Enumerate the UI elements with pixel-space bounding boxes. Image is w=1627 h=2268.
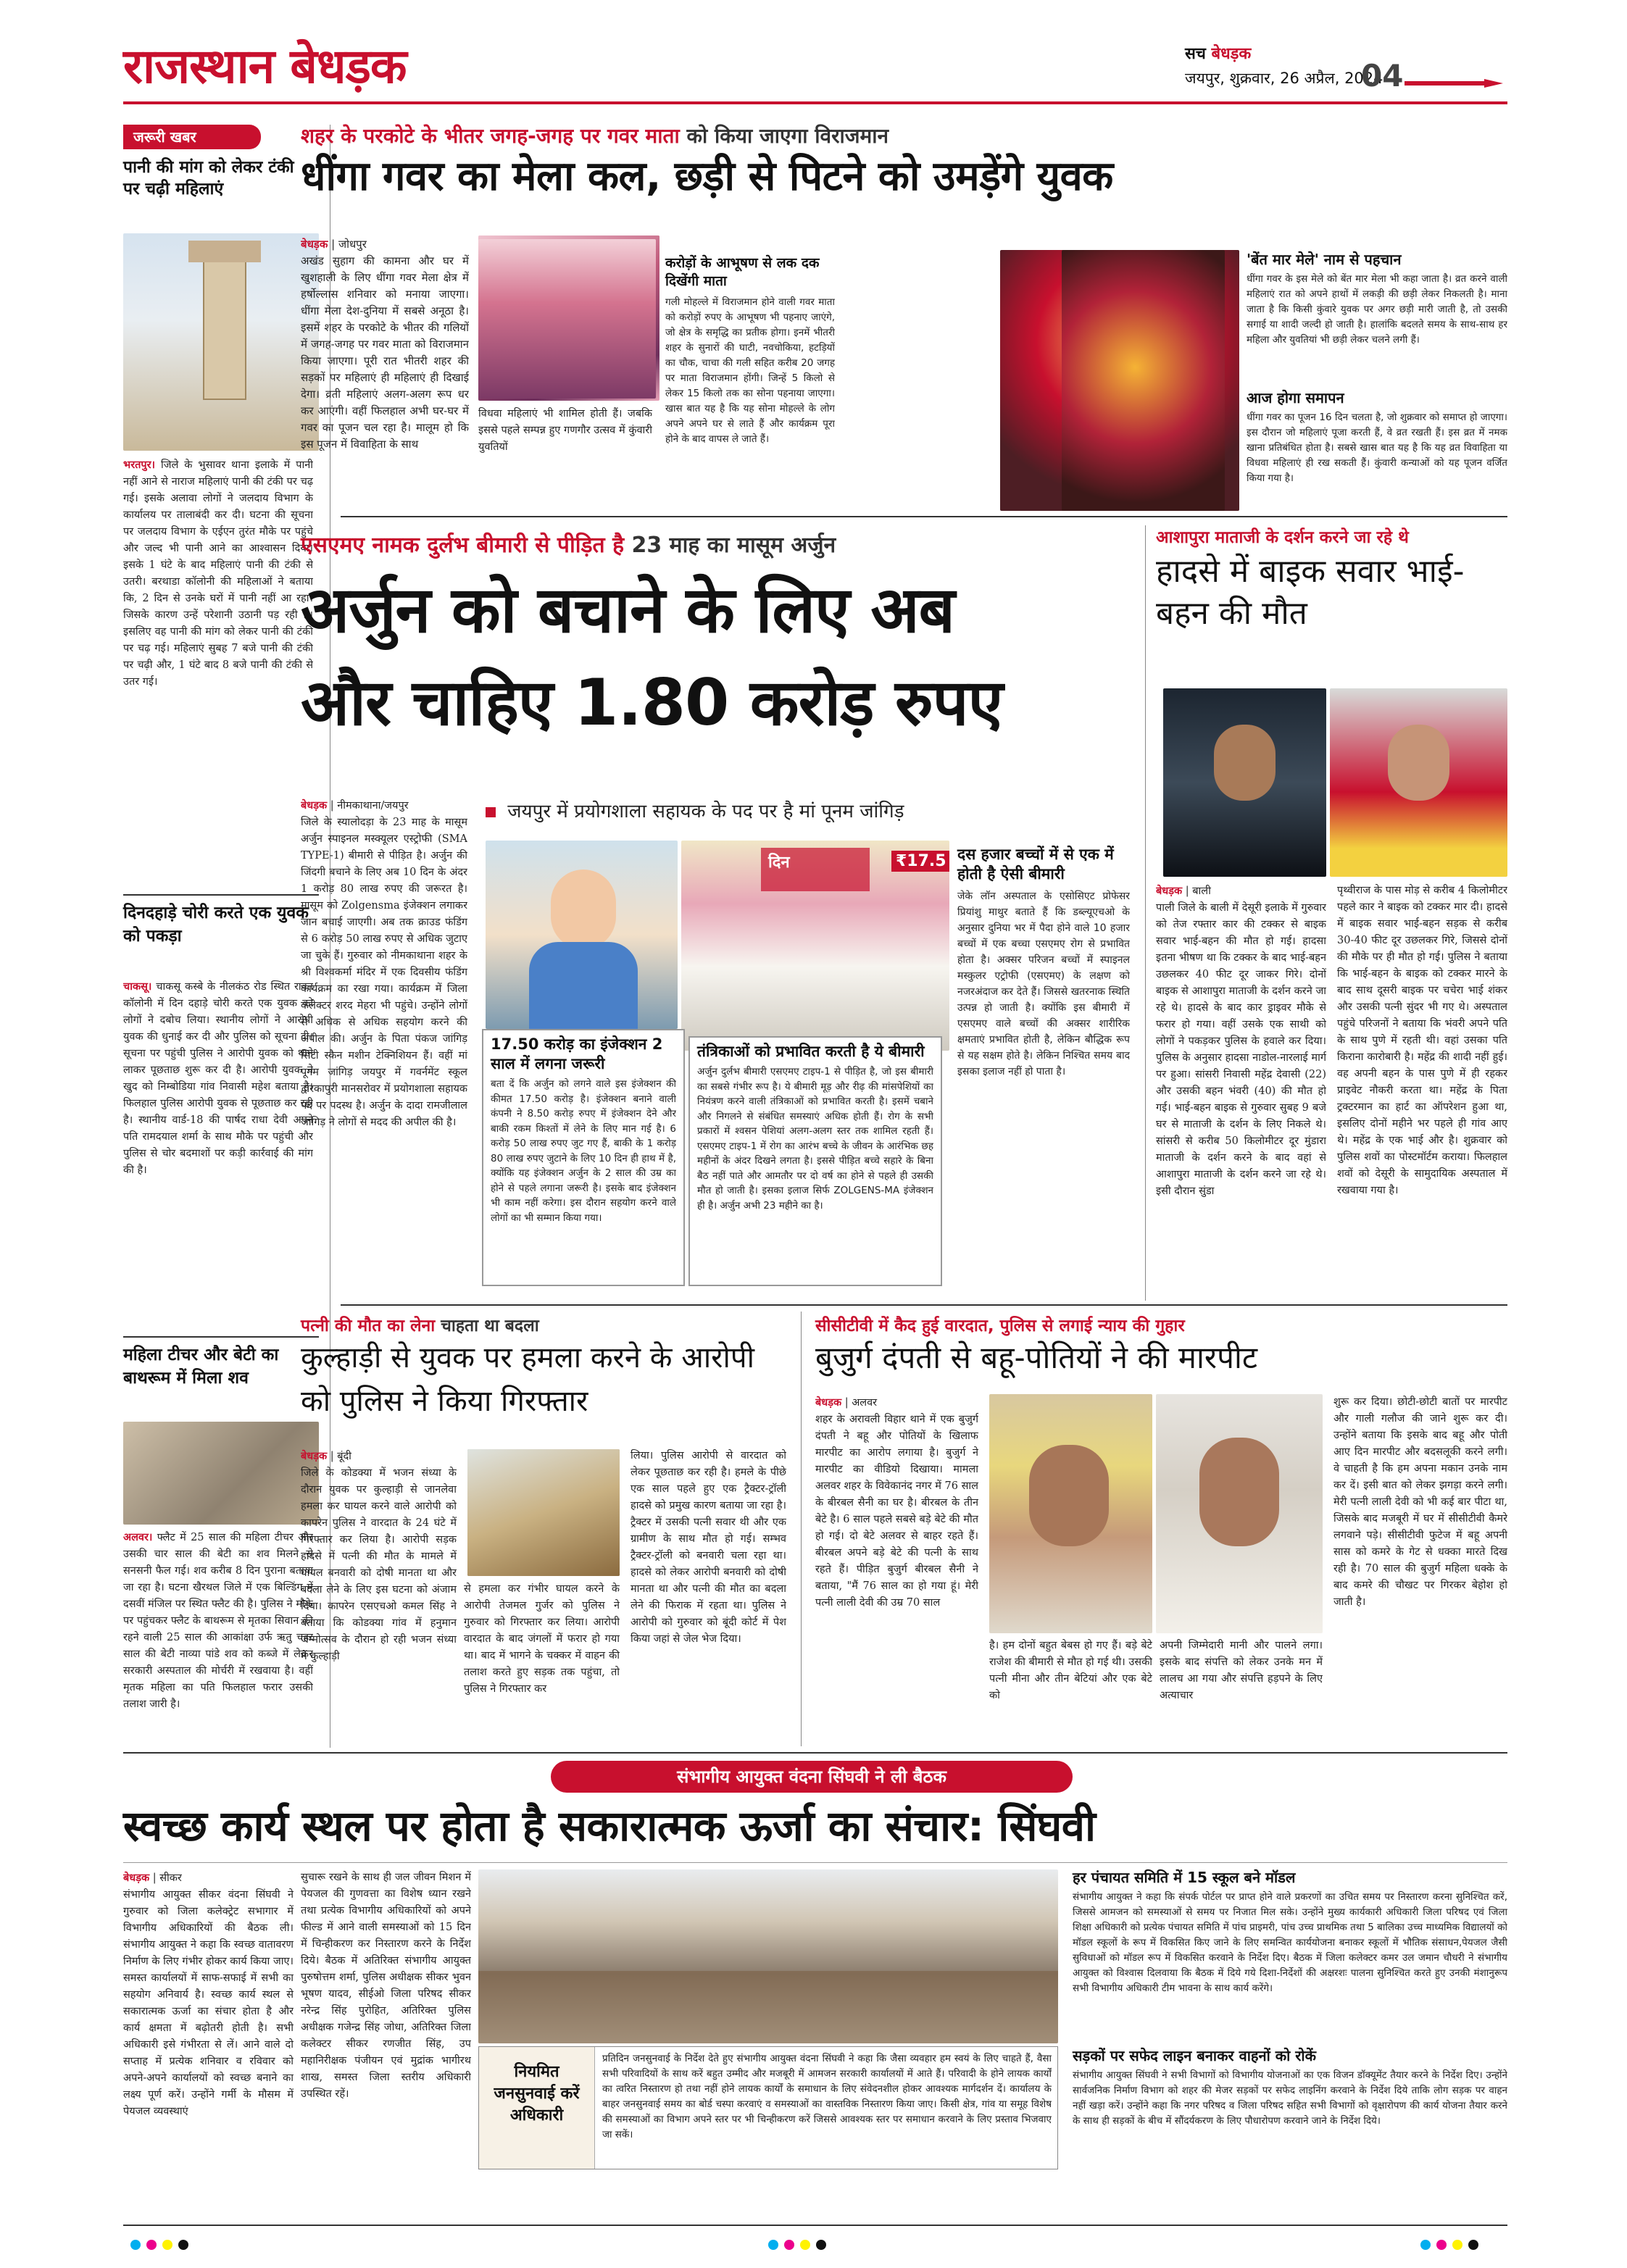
masthead (123, 36, 1507, 109)
arjun-subhead (486, 797, 904, 823)
arjun-dateline: बेधड़क (301, 799, 328, 812)
arjun-box3 (953, 841, 1134, 1283)
gavar-box-body: गली मोहल्ले में विराजमान होने वाली गवर माता को करोड़ों रुपए के आभूषण भी पहनाए जाएंगे, जो क्षेत्र के समृद्धि का प्रतीक होगा। इनमें भीतरी शहर के सुनारों की घाटी, नवचोकिया, हटड़ियों का चौक, चाचा की गली सहित करीब 20 जगह पर माता विराजमान होंगी। जिन्हें 5 किलो से लेकर 15 किलो तक का सोना पहनाया जाएगा। खास बात यह है कि यह सोना मोहल्ले के लोग अपने अपने घर से लाते हैं और कार्यक्रम पूरा होने के बाद वापस ले जाते हैं। (665, 296, 835, 445)
accident-brother-photo (1163, 688, 1326, 877)
cctv-kicker: सीसीटीवी में कैद हुई वारदात, पुलिस से लगाई न्याय की गुहार (815, 1317, 1185, 1335)
sidebar-story3-text: फ्लैट में 25 साल की महिला टीचर और उसकी चार साल की बेटी का शव मिलने से सनसनी फैल गई। शव करीब 8 दिन पुराना बताया जा रहा है। घटना खैरथल जिले में एक बिल्डिंग में दसवीं मंजिल पर स्थित फ्लैट की है। पुलिस ने मौके पर पहुंचकर फ्लैट के बाथरूम से मृतका सिवान की रहने वाली 25 साल की आकांक्षा उर्फ ऋतु चहर साल की बेटी नाव्या पांडे शव को कब्जे में लेकर सरकारी अस्पताल की मोर्चरी में रखवाया है। वहीं मृतक महिला का पति फिलहाल फरार उसकी तलाश जारी है। (123, 1532, 313, 1710)
gavar-side (1247, 250, 1507, 518)
accident-place: बाली (1192, 885, 1211, 897)
meeting-dateline: बेधड़क (123, 1872, 150, 1884)
gavar-idol-photo2 (1062, 250, 1225, 511)
arjun-box1-title: 17.50 करोड़ का इंजेक्शन 2 साल में लगना जरूरी (491, 1035, 663, 1072)
meeting-side-body2: संभागीय आयुक्त सिंघवी ने सभी विभागों को विभागीय योजनाओं का एक विजन डॉक्यूमेंट तैयार करने के निर्देश दिए। उन्होंने सार्वजनिक निर्माण विभाग को शहर की मेजर सड़कों पर सफेद लाइनिंग करवाने के निर्देश दिये ताकि लोग सड़क पर वाहन नहीं खड़ा करें। उन्होंने कहा कि नगर परिषद व जिला परिषद सहित सभी विभागों को वृक्षारोपण की कार्य योजना तैयार करने के साथ ही सड़कों के बीच में सौंदर्यकरण के लिए पौधारोपण करवाने जाने के निर्देश दिये। (1073, 2069, 1507, 2127)
registration-marks-right (1420, 2239, 1507, 2251)
sach-prefix: सच (1185, 45, 1206, 63)
arjun-event-photo (681, 841, 949, 1051)
cctv-cap2: अपनी जिम्मेदारी मानी और पालने लगा। इसके बाद संपत्ति को लेकर उनके मन में लालच आ गया और संपत्ति हड़पने के लिए अत्याचार (1160, 1640, 1323, 1701)
registration-marks-center (768, 2239, 855, 2251)
meeting-box-label-bg (479, 2047, 595, 2169)
arjun-box1-body: बता दें कि अर्जुन को लगने वाले इस इंजेक्शन की कीमत 17.50 करोड़ है। इंजेक्शन बनाने वाली कंपनी ने 8.50 करोड़ रुपए में इंजेक्शन देने और बाकी रकम किश्तों में लेने के लिए मान गई है। 6 करोड़ 50 लाख रुपए जुट गए हैं, बाकी के 1 करोड़ 80 लाख रुपए जुटाने के लिए 10 दिन ही हाथ में है, क्योंकि यह इंजेक्शन अर्जुन के 2 साल की उम्र का होने से पहले लगाना जरूरी है। इसके बाद इंजेक्शन भी काम नहीं करेगा। इस दौरान सहयोग करने वाले लोगों का भी सम्मान किया गया। (491, 1078, 676, 1224)
meeting-photo (478, 1869, 1058, 2043)
arjun-headline-2: और चाहिए 1.80 करोड़ रुपए (301, 665, 1003, 740)
sach-name: बेधड़क (1211, 45, 1252, 63)
sidebar-story2-dateline: चाकसू। (123, 980, 152, 993)
attack-place: बूंदी (337, 1451, 351, 1462)
accident-dateline: बेधड़क (1156, 885, 1183, 897)
gavar-place: जोधपुर (338, 238, 367, 251)
arjun-subhead-text: जयपुर में प्रयोगशाला सहायक के पद पर है मां पूनम जांगिड़ (507, 801, 904, 822)
attack-headline: कुल्हाड़ी से युवक पर हमला करने के आरोपी को पुलिस ने किया गिरफ्तार (301, 1341, 754, 1418)
footer-rule (123, 2225, 1507, 2226)
attack-col2: से हमला कर गंभीर घायल करने के आरोपी तेजमल गुर्जर को पुलिस ने गुरुवार को गिरफ्तार कर लिया। आरोपी वारदात के बाद जंगलों में फरार हो गया था। बाद में भागने के चक्कर में वाहन की तलाश करते हुए सड़क तक पहुंचा, तो पुलिस ने गिरफ्तार कर (464, 1583, 620, 1695)
water-tank-photo (123, 233, 319, 451)
cctv-story (815, 1310, 1511, 1745)
meeting-col2: सुचारू रखने के साथ ही जल जीवन मिशन में पेयजल की गुणवत्ता का विशेष ध्यान रखने तथा प्रत्येक विभागीय अधिकारियों को अपने फील्ड में आने वाली समस्याओं को 15 दिन में चिन्हीकरण कर निस्तारण करने के निर्देश दिये। बैठक में अतिरिक्त संभागीय आयुक्त पुरुषोत्तम शर्मा, पुलिस अधीक्षक सीकर भुवन भूषण यादव, सीईओ जिला परिषद सीकर नरेन्द्र सिंह पुरोहित, अतिरिक्त पुलिस अधीक्षक गजेन्द्र सिंह जोधा, अतिरिक्त जिला कलेक्टर सीकर रणजीत सिंह, उप महानिरीक्षक पंजीयन एवं मुद्रांक भागीरथ शाख, समस्त जिला स्तरीय अधिकारी उपस्थित रहें। (301, 1872, 471, 2100)
arjun-box3-body: जेके लॉन अस्पताल के एसोसिएट प्रोफेसर प्रियांशु माथुर बताते हैं कि डब्ल्यूएचओ के अनुसार दुनिया भर में पैदा होने वाले 10 हजार बच्चों में एक बच्चा एसएमए रोग से प्रभावित होता है। अक्सर परिजन बच्चों में स्पाइनल मस्कुलर एट्रोफी (एसएमए) के लक्षण को नजरअंदाज कर देते हैं। जिससे खतरनाक स्थिति उत्पन्न हो जाती है। क्योंकि इस बीमारी में एसएमए वाले बच्चों की अक्सर शारीरिक क्षमताएं प्रभावित होती है, लेकिन बौद्धिक रूप से यह सक्षम होते है। लेकिन निश्चित समय बाद इसका इलाज नहीं हो पाता है। (957, 891, 1130, 1077)
meeting-banner (551, 1761, 1073, 1793)
arjun-body: बेधड़क | नीमकाथाना/जयपुर जिले के स्यालोदड़ा के 23 माह के मासूम अर्जुन स्पाइनल मस्क्यूलर एस्ट्रोफी (SMA TYPE-1) बीमारी से पीड़ित है। अर्जुन की जिंदगी बचाने के लिए अब 10 दिन के अंदर 1 करोड़ 80 लाख रुपए की जरूरत है। मासूम को Zolgensma इंजेक्शन लगाकर जान बचाई जाएगी। अब तक क्राउड फंडिंग से 6 करोड़ 50 लाख रुपए से अधिक जुटाए जा चुके हैं। गुरुवार को नीमकाथाना शहर के श्री विश्वकर्मा मंदिर में एक दिवसीय फंडिंग कार्यक्रम का रखा गया। कार्यक्रम में जिला कलेक्टर शरद मेहरा भी पहुंचे। उन्होंने लोगों से अधिक से अधिक सहयोग करने की अपील की। अर्जुन के पिता पंकज जांगिड़ सिटी स्कैन मशीन टेक्निशियन हैं। वहीं मां पूनम जांगिड़ जयपुर में गवर्नमेंट स्कूल द्वारकापुरी मानसरोवर में प्रयोगशाला सहायक पद पर पदस्थ है। अर्जुन के दादा रामजीलाल जांगिड़ ने लोगों से मदद की अपील की है। (301, 799, 467, 1128)
gavar-group-photo-2 (478, 239, 656, 399)
banner-text-2: ₹17.5 (891, 851, 949, 872)
sidebar-story2-title: दिनदहाड़े चोरी करते एक युवक को पकड़ा (123, 904, 309, 946)
cctv-man-photo (1156, 1394, 1323, 1633)
accident-headline: हादसे में बाइक सवार भाई-बहन की मौत (1156, 553, 1465, 632)
arjun-headline-1: अर्जुन को बचाने के लिए अब (301, 572, 954, 647)
brand-logo: राजस्थान बेधड़क (123, 38, 407, 94)
attack-kicker (301, 1313, 539, 1336)
accident-col1: बेधड़क | बाली पाली जिले के बाली में देसूरी इलाके में गुरुवार को तेज रफ्तार कार की टक्कर से बाइक सवार भाई-बहन की मौत हो गई। हादसा इतना भीषण था कि टक्कर के बाद भाई-बहन उछलकर 40 फीट दूर जाकर गिरे। दोनों बाइक से आशापुरा माताजी के दर्शन करने जा रहे थे। हादसे के बाद कार ड्राइवर मौके से फरार हो गया। वहीं उसके एक साथी को लोगों ने पकड़कर पुलिस के हवाले कर दिया। पुलिस के अनुसार हादसा नाडोल-नारलाई मार्ग पर हुआ। सांसरी निवासी महेंद्र देवासी (22) और उसकी बहन भंवरी (40) की मौत हो गई। भाई-बहन बाइक से गुरुवार सुबह 9 बजे घर से माताजी के दर्शन के लिए निकले थे। सांसरी से करीब 50 किलोमीटर दूर मुंडारा माताजी के दर्शन करने के बाद वहां से आशापुरा माताजी के दर्शन करने जा रहे थे। इसी दौरान सुंडा (1156, 885, 1326, 1197)
gavar-box (659, 250, 841, 518)
registration-marks-left (130, 2239, 217, 2251)
cctv-headline: बुजुर्ग दंपती से बहू-पोतियों ने की मारपीट (815, 1340, 1258, 1375)
sidebar-story3-title: महिला टीचर और बेटी का बाथरूम में मिला शव (123, 1346, 279, 1388)
gavar-side-body2: धींगा गवर का पूजन 16 दिन चलता है, जो शुक्रवार को समाप्त हो जाएगा। इस दौरान जो महिलाएं पूजा करती हैं, वे व्रत रखती हैं। इस व्रत में नमक खाना प्रतिबंधित होता है। सबसे खास बात यह है कि यह व्रत विवाहिता या विधवा महिलाएं ही रख सकती हैं। कुंवारी कन्याओं को यह पूजन वर्जित किया गया है। (1247, 412, 1507, 484)
cctv-col1: बेधड़क | अलवर शहर के अरावली विहार थाने में एक बुजुर्ग दंपती ने बहू और पोतियों के खिलाफ मारपीट का आरोप लगाया है। बुजुर्ग ने मारपीट का वीडियो दिखाया। मामला अलवर शहर के विवेकानंद नगर में 76 साल के बीरबल सैनी का घर है। बीरबल के तीन बेटे है। 6 साल पहले सबसे बड़े बेटे की मौत हो गई। दो बेटे अलवर से बाहर रहते हैं। बीरबल अपने बड़े बेटे की पत्नी के साथ रहते हैं। पीड़ित बुजुर्ग बीरबल सैनी ने बताया, "मैं 76 साल का हो गया हूं। मेरी पत्नी लाली देवी की उम्र 70 साल (815, 1396, 978, 1609)
gavar-col2: विधवा महिलाएं भी शामिल होती हैं। जबकि इससे पहले सम्पन्न हुए गणगौर उत्सव में कुंवारी युवतियों (478, 408, 652, 453)
meeting-box-body: प्रतिदिन जनसुनवाई के निर्देश देते हुए संभागीय आयुक्त वंदना सिंघवी ने कहा कि जैसा व्यवहार हम स्वयं के लिए चाहते हैं, वैसा सभी परिवादियों के साथ करें बहुत उम्मीद और मजबूरी में आमजन सरकारी कार्यालयों में आते हैं। परिवादी के होने लायक कार्यों का त्वरित निस्तारण हो तथा नहीं होने लायक कार्यों के समाधान के लिए संवेदनशील होकर आवश्यक मार्गदर्शन दें। कार्यालय के बाहर जनसुनवाई समय का बोर्ड चस्पा करवाएं व समस्याओं का वास्तविक निस्तारण किया जाए। किसी क्षेत्र, गांव या समूह विशेष की समस्याओं का विभाग अपने स्तर पर भी चिन्हीकरण करें जिससे आवश्यक स्तर पर समाधान करवाने के लिए प्रस्ताव भिजवाए जा सकें। (602, 2053, 1052, 2140)
pen-line-icon (1405, 77, 1503, 83)
accident-kicker: आशापुरा माताजी के दर्शन करने जा रहे थे (1156, 528, 1409, 547)
arjun-box2-body: अर्जुन दुर्लभ बीमारी एसएमए टाइप-1 से पीड़ित है, जो इस बीमारी का सबसे गंभीर रूप है। ये बीमारी मूड़ और रीढ़ की मांसपेशियों का नियंत्रण करने वाली तंत्रिकाओं को प्रभावित करती है। इसमें चबाने और निगलने से संबंधित समस्याएं अधिक होती हैं। रोग के सभी प्रकारों में श्वसन पेशियां अलग-अलग स्तर तक शामिल रहती हैं। एसएमए टाइप-1 में रोग का आरंभ बच्चे के जीवन के आरंभिक छह महीनों के अंदर दिखने लगता है। इससे पीड़ित बच्चे सहारे के बिना बैठ नहीं पाते और आमतौर पर दो वर्ष का होने से पहले ही उसकी मौत हो जाती है। इसका इलाज सिर्फ ZOLGENS-MA इंजेक्शन ही है। अर्जुन अभी 23 महीने का है। (697, 1066, 933, 1212)
cctv-cap1: है। हम दोनों बहुत बेबस हो गए हैं। बड़े बेटे राजेश की बीमारी से मौत हो गई थी। उसकी पत्नी मीना और तीन बेटियां और एक बेटे को (989, 1640, 1152, 1701)
meeting-box (478, 2046, 1058, 2169)
cctv-dateline: बेधड़क (815, 1396, 842, 1409)
gavar-col1-text: अखंड सुहाग की कामना और घर में खुशहाली के लिए धींगा गवर मेला क्षेत्र में हर्षोल्लास शनिवार को मनाया जाएगा। धींगा मेला देश-दुनिया में सबसे अनूठा है। इसमें शहर के परकोटे के भीतर की गलियों में जगह-जगह पर गवर माता को विराजमान किया जाएगा। पूरी रात भीतरी शहर की सड़कों पर महिलाएं ही महिलाएं ही दिखाई देगा। व्रती महिलाएं अलग-अलग रूप धर कर आएंगी। वहीं फिलहाल अभी घर-घर में गवर का पूजन चल रहा है। मालूम हो कि इस पूजन में विवाहिता के साथ (301, 254, 469, 451)
gavar-kicker-red: शहर के परकोटे के भीतर जगह-जगह पर गवर माता (301, 124, 680, 148)
sidebar-story2-body (123, 978, 313, 1333)
sidebar-story3-dateline: अलवर। (123, 1531, 153, 1543)
page-number: 04 (1361, 58, 1404, 93)
meeting-headline: स्वच्छ कार्य स्थल पर होता है सकारात्मक ऊर्जा का संचार: सिंघवी (123, 1801, 1096, 1851)
sidebar-label-text: जरूरी खबर (133, 128, 196, 146)
meeting-col1-text: संभागीय आयुक्त सीकर वंदना सिंघवी ने गुरुवार को जिला कलेक्ट्रेट सभागार में विभागीय अधिकारियों की बैठक ली। संभागीय आयुक्त ने कहा कि स्वच्छ वातावरण निर्माण के लिए गंभीर होकर कार्य किया जाए। समस्त कार्यालयों में साफ-सफाई में सभी का सहयोग अनिवार्य है। स्वच्छ कार्य स्थल से सकारात्मक ऊर्जा का संचार होता है और कार्य क्षमता में बढ़ोतरी होती है। सभी अधिकारी इसे गंभीरता से लें। आने वाले दो सप्ताह में प्रत्येक शनिवार व रविवार को अपने-अपने कार्यालयों को स्वच्छ बनाने का लक्ष्य पूर्ण करें। उन्होंने गर्मी के मौसम में पेयजल व्यवस्थाएं (123, 1889, 294, 2117)
gavar-side-body: धींगा गवर के इस मेले को बेंत मार मेला भी कहा जाता है। व्रत करने वाली महिलाएं रात को अपने हाथों में लकड़ी की छड़ी लेकर निकलती है। माना जाता है कि किसी कुंवारे युवक पर अगर छड़ी मारी जाती है, तो उसकी सगाई या शादी जल्दी हो जाती है। हालांकि बदलते समय के साथ-साथ हर महिला और युवतियां भी छड़ी लेकर चलने लगी हैं। (1247, 273, 1507, 346)
arjun-subhead-bullet (486, 807, 496, 817)
meeting-side-body: संभागीय आयुक्त ने कहा कि संपर्क पोर्टल पर प्राप्त होने वाले प्रकरणों का उचित समय पर निस्तारण करना सुनिश्चित करें, जिससे आमजन को समस्याओं से समय पर निजात मिल सके। उन्होंने मुख्य कार्यकारी अधिकारी जिला परिषद एवं जिला शिक्षा अधिकारी को प्रत्येक पंचायत समिति में पांच प्राइमरी, पांच उच्च प्राथमिक तथा 5 बालिका उच्च माध्यमिक विद्यालयों को मॉडल स्कूलों के रूप में विकसित किए जाने के लिए समन्वित कार्ययोजना बनाकर स्कूलों में भौतिक संसाधन,पेयजल जैसी सुविधाओं को मॉडल रूप में विकसित करवाने के निर्देश दिए। बैठक में जिला कलेक्टर कमर उल जमान चौधरी ने संभागीय आयुक्त को विश्वास दिलवाया कि बैठक में दिये गये दिशा-निर्देशों की अक्षरशः पालना सुनिश्चित करते हुए उनकी मंशानुरूप सभी विभागीय अधिकारी टीम भावना के साथ कार्य करेंगे। (1073, 1891, 1507, 1994)
attack-accused-photo (467, 1449, 620, 1576)
meeting-box-label: नियमित जनसुनवाई करें अधिकारी (494, 2063, 580, 2125)
accident-col1-text: पाली जिले के बाली में देसूरी इलाके में गुरुवार को तेज रफ्तार कार की टक्कर से बाइक सवार भाई-बहन की मौत हो गई। हादसा इतना भीषण था कि टक्कर के बाद भाई-बहन उछलकर 40 फीट दूर जाकर गिरे। दोनों बाइक से आशापुरा माताजी के दर्शन करने जा रहे थे। हादसे के बाद कार ड्राइवर मौके से फरार हो गया। वहीं उसके एक साथी को लोगों ने पकड़कर पुलिस के हवाले कर दिया। पुलिस के अनुसार हादसा नाडोल-नारलाई मार्ग पर हुआ। सांसरी निवासी महेंद्र देवासी (22) और उसकी बहन भंवरी (40) की मौत हो गई। भाई-बहन बाइक से गुरुवार सुबह 9 बजे घर से माताजी के दर्शन के लिए निकले थे। सांसरी से करीब 50 किलोमीटर दूर मुंडारा माताजी के दर्शन करने के बाद वहां से आशापुरा माताजी के दर्शन करने जा रहे थे। इसी दौरान सुंडा (1156, 902, 1326, 1197)
accident-col2: पृथ्वीराज के पास मोड़ से करीब 4 किलोमीटर पहले कार ने बाइक को टक्कर मार दी। हादसे में बाइक सवार भाई-बहन सड़क से करीब 30-40 फीट दूर उछलकर गिरे, जिससे दोनों की मौके पर ही मौत हो गई। पुलिस ने बताया कि भाई-बहन के बाइक को टक्कर मारने के बाद साथ दूसरी बाइक पर चचेरा भाई शंकर और उसकी पत्नी सुंदर भी गए थे। अस्पताल पहुंचे परिजनों ने बताया कि भंवरी अपने पति के साथ पुणे में रहती थी। वहां उसका पति किराना कारोबारी है। महेंद्र की शादी नहीं हुई। वह अपनी बहन के पास पुणे में ही रहकर प्राइवेट नौकरी करता था। महेंद्र के पिता ट्रक्टरमान का हार्ट का ऑपरेशन हुआ था, इसलिए दोनों महीने भर पहले ही गांव आए थे। महेंद्र के एक भाई और है। शुक्रवार को पुलिस शवों का पोस्टमॉर्टम कराया। फिलहाल शवों को देसूरी के सामुदायिक अस्पताल में रखवाया गया है। (1337, 885, 1507, 1196)
gavar-headline: धींगा गवर का मेला कल, छड़ी से पिटने को उमड़ेंगे युवक (301, 153, 1113, 200)
attack-dateline: बेधड़क (301, 1450, 328, 1462)
cctv-col1-text: शहर के अरावली विहार थाने में एक बुजुर्ग दंपती ने बहू और पोतियों के खिलाफ मारपीट का आरोप लगाया है। बुजुर्ग ने मारपीट का वीडियो दिखाया। मामला अलवर शहर के विवेकानंद नगर में 76 साल के बीरबल सैनी का घर है। बीरबल के तीन बेटे है। 6 साल पहले सबसे बड़े बेटे की मौत हो गई। दो बेटे अलवर से बाहर रहते हैं। बीरबल अपने बड़े बेटे की पत्नी के साथ रहते हैं। पीड़ित बुजुर्ग बीरबल सैनी ने बताया, "मैं 76 साल का हो गया हूं। मेरी पत्नी लाली देवी की उम्र 70 साल (815, 1414, 978, 1609)
sidebar-story1-dateline: भरतपुर। (123, 459, 156, 471)
accident-sister-photo (1330, 688, 1507, 877)
sidebar-story1-text: जिले के भुसावर थाना इलाके में पानी नहीं आने से नाराज महिलाएं पानी की टंकी पर चढ़ गई। इसके अलावा लोगों ने जलदाय विभाग के कार्यालय पर तालाबंदी कर दी। घटना की सूचना पर जलदाय विभाग के एईएन तुरंत मौके पर पहुंचे और जल्द भी पानी आने का आश्वासन दिया। इसके 1 घंटे के बाद महिलाएं पानी की टंकी से उतरी। बरथाडा कॉलोनी की महिलाओं ने बताया कि, 2 दिन से उनके घरों में पानी नहीं आ रहा। जिसके कारण उन्हें परेशानी उठानी पड़ रही है। इसलिए वह पानी की मांग को लेकर पानी की टंकी पर चढ़ गई। महिलाएं सुबह 7 बजे पानी की टंकी पर चढ़ी और, 1 घंटे बाद 8 बजे पानी की टंकी से उतर गई। (123, 459, 313, 688)
meeting-side-title: हर पंचायत समिति में 15 स्कूल बने मॉडल (1073, 1869, 1296, 1886)
gavar-side-title2: आज होगा समापन (1247, 389, 1344, 407)
cctv-col3: शुरू कर दिया। छोटी-छोटी बातों पर मारपीट और गाली गलौज की जाने शुरू कर दी। उन्होंने बताया कि इसके बाद बहू और पोती आए दिन मारपीट और बदसलूकी करने लगी। वे चाहती है कि हम अपना मकान उनके नाम कर दें। इसी बात को लेकर झगड़ा करने लगी। मेरी पत्नी लाली देवी को भी कई बार पीटा था, जिसके बाद मजबूरी में घर में सीसीटीवी कैमरे लगवाने पड़े। सीसीटीवी फुटेज में बहू अपनी सास को कमरे के गेट से धक्का मारते दिख रही है। 70 साल की बुजुर्ग महिला धक्के के बाद कमरे की चौखट पर गिरकर बेहोश हो जाती है। (1333, 1396, 1507, 1608)
masthead-rule (123, 101, 1507, 104)
gavar-dateline: बेधड़क (301, 238, 328, 251)
sidebar-label (123, 125, 261, 149)
attack-kicker-red: पत्नी की मौत का लेना (301, 1317, 436, 1335)
meeting-col1: बेधड़क | सीकर संभागीय आयुक्त सीकर वंदना सिंघवी ने गुरुवार को जिला कलेक्ट्रेट सभागार में विभागीय अधिकारियों की बैठक ली। संभागीय आयुक्त ने कहा कि स्वच्छ वातावरण निर्माण के लिए गंभीर होकर कार्य किया जाए। समस्त कार्यालयों में साफ-सफाई में सभी का सहयोग अनिवार्य है। स्वच्छ कार्य स्थल से सकारात्मक ऊर्जा का संचार होता है और कार्य क्षमता में बढ़ोतरी होती है। सभी अधिकारी इसे गंभीरता से लें। आने वाले दो सप्ताह में प्रत्येक शनिवार व रविवार को अपने-अपने कार्यालयों को स्वच्छ बनाने का लक्ष्य पूर्ण करें। उन्होंने गर्मी के मौसम में पेयजल व्यवस्थाएं (123, 1872, 294, 2117)
dateline: जयपुर, शुक्रवार, 26 अप्रैल, 2024 (1185, 70, 1383, 87)
gavar-col1: बेधड़क | जोधपुर अखंड सुहाग की कामना और घर में खुशहाली के लिए धींगा गवर मेला क्षेत्र में हर्षोल्लास शनिवार को मनाया जाएगा। धींगा मेला देश-दुनिया में सबसे अनूठा है। इसमें शहर के परकोटे के भीतर की गलियों में जगह-जगह पर गवर माता को विराजमान किया जाएगा। पूरी रात भीतरी शहर की सड़कों पर महिलाएं ही महिलाएं ही दिखाई देगा। व्रती महिलाएं अलग-अलग रूप धर कर आएंगी। वहीं फिलहाल अभी घर-घर में गवर का पूजन चल रहा है। मालूम हो कि इस पूजन में विवाहिता के साथ (301, 238, 469, 451)
arjun-kicker (301, 529, 836, 559)
meeting-side (1073, 1868, 1507, 2172)
banner-text-1: दिन (768, 854, 790, 872)
sidebar-story1-body (123, 456, 313, 891)
attack-kicker-black: चाहता था बदला (441, 1317, 539, 1335)
arjun-box2 (688, 1036, 942, 1286)
sidebar (123, 125, 319, 2088)
sidebar-story2-text: चाकसू कस्बे के नीलकंठ रोड स्थित रावत कॉलोनी में दिन दहाड़े चोरी करते एक युवक को लोगों ने दबोच लिया। स्थानीय लोगों ने आरोपी युवक की धुनाई कर दी और पुलिस को सूचना दी। सूचना पर पहुंची पुलिस ने आरोपी युवक को थाने लाकर पूछताछ शुरू कर दी है। आरोपी युवक ने खुद को निम्बोडिया गांव निवासी महेश बताया है। फिलहाल पुलिस आरोपी युवक से पूछताछ कर रही है। स्थानीय वार्ड-18 की पार्षद राधा देवी अपने पति रामदयाल शर्मा के साथ मौके पर पहुंची और पुलिस से चोर बदमाशों पर कड़ी कार्रवाई की मांग की है। (123, 981, 313, 1176)
cctv-woman-photo (989, 1394, 1152, 1633)
meeting-side-title2: सड़कों पर सफेद लाइन बनाकर वाहनों को रोकें (1073, 2047, 1316, 2064)
accident-story (1156, 522, 1511, 1297)
attack-col1-text: जिले के कोडक्या में भजन संध्या के दौरान युवक पर कुल्हाड़ी से जानलेवा हमला कर घायल करने वाले आरोपी को कापरेन पुलिस ने वारदात के 24 घंटे में गिरफ्तार कर लिया है। आरोपी सड़क हादसे में पत्नी की मौत के मामले में घायल बनवारी को दोषी मानता था और बदला लेने के लिए इस घटना को अंजाम दिया। कापरेन एसएचओ कमल सिंह ने बताया कि कोडक्या गांव में हनुमान जन्मोत्सव के दौरान हो रही भजन संध्या में कुल्हाड़ी (301, 1467, 457, 1662)
sach-brand (1185, 42, 1251, 64)
meeting-banner-text: संभागीय आयुक्त वंदना सिंघवी ने ली बैठक (677, 1767, 946, 1787)
sidebar-story1-title: पानी की मांग को लेकर टंकी पर चढ़ी महिलाएं (123, 158, 294, 199)
gavar-kicker-black: को किया जाएगा विराजमान (686, 124, 889, 148)
attack-col3: लिया। पुलिस आरोपी से वारदात को लेकर पूछताछ कर रही है। हमले के पीछे एक साल पहले हुए एक ट्रैक्टर-ट्रॉली हादसे को प्रमुख कारण बताया जा रहा है। ट्रैक्टर में उसकी पत्नी सवार थी और एक ग्रामीण के साथ मौत हो गई। सम्भव ट्रैक्टर-ट्रॉली को बनवारी चला रहा था। हादसे को लेकर आरोपी बनवारी को दोषी मानता था और पत्नी की मौत का बदला लेने की फिराक में रहता था। पुलिस ने आरोपी को गुरुवार को बूंदी कोर्ट में पेश किया जहां से जेल भेज दिया। (631, 1450, 786, 1645)
arjun-body-text: जिले के स्यालोदड़ा के 23 माह के मासूम अर्जुन स्पाइनल मस्क्यूलर एस्ट्रोफी (SMA TYPE-1) बीमारी से पीड़ित है। अर्जुन की जिंदगी बचाने के लिए अब 10 दिन के अंदर 1 करोड़ 80 लाख रुपए की जरूरत है। मासूम को Zolgensma इंजेक्शन लगाकर जान बचाई जाएगी। अब तक क्राउड फंडिंग से 6 करोड़ 50 लाख रुपए से अधिक जुटाए जा चुके हैं। गुरुवार को नीमकाथाना शहर के श्री विश्वकर्मा मंदिर में एक दिवसीय फंडिंग कार्यक्रम का रखा गया। कार्यक्रम में जिला कलेक्टर शरद मेहरा भी पहुंचे। उन्होंने लोगों से अधिक से अधिक सहयोग करने की अपील की। अर्जुन के पिता पंकज जांगिड़ सिटी स्कैन मशीन टेक्निशियन हैं। वहीं मां पूनम जांगिड़ जयपुर में गवर्नमेंट स्कूल द्वारकापुरी मानसरोवर में प्रयोगशाला सहायक पद पर पदस्थ है। अर्जुन के दादा रामजीलाल जांगिड़ ने लोगों से मदद की अपील की है। (301, 817, 467, 1128)
attack-col1: बेधड़क | बूंदी जिले के कोडक्या में भजन संध्या के दौरान युवक पर कुल्हाड़ी से जानलेवा हमला कर घायल करने वाले आरोपी को कापरेन पुलिस ने वारदात के 24 घंटे में गिरफ्तार कर लिया है। आरोपी सड़क हादसे में पत्नी की मौत के मामले में घायल बनवारी को दोषी मानता था और बदला लेने के लिए इस घटना को अंजाम दिया। कापरेन एसएचओ कमल सिंह ने बताया कि कोडक्या गांव में हनुमान जन्मोत्सव के दौरान हो रही भजन संध्या में कुल्हाड़ी (301, 1450, 457, 1662)
arjun-box2-title: तंत्रिकाओं को प्रभावित करती है ये बीमारी (697, 1043, 925, 1060)
cctv-place: अलवर (852, 1397, 878, 1409)
gavar-side-title: 'बेंत मार मेले' नाम से पहचान (1247, 251, 1402, 268)
bathroom-photo (123, 1422, 319, 1525)
meeting-place: सीकर (159, 1872, 182, 1884)
arjun-box1 (482, 1029, 685, 1286)
gavar-box-title: करोड़ों के आभूषण से लक दक दिखेंगी माता (665, 255, 820, 289)
arjun-kicker-black: 23 माह का मासूम अर्जुन (631, 533, 836, 558)
arjun-child-photo (486, 841, 678, 1029)
arjun-kicker-red: एसएमए नामक दुर्लभ बीमारी से पीड़ित है (301, 533, 625, 558)
arjun-box3-title: दस हजार बच्चों में से एक में होती है ऐसी बीमारी (957, 846, 1114, 883)
gavar-kicker (301, 122, 889, 149)
arjun-place: नीमकाथाना/जयपुर (337, 800, 409, 812)
